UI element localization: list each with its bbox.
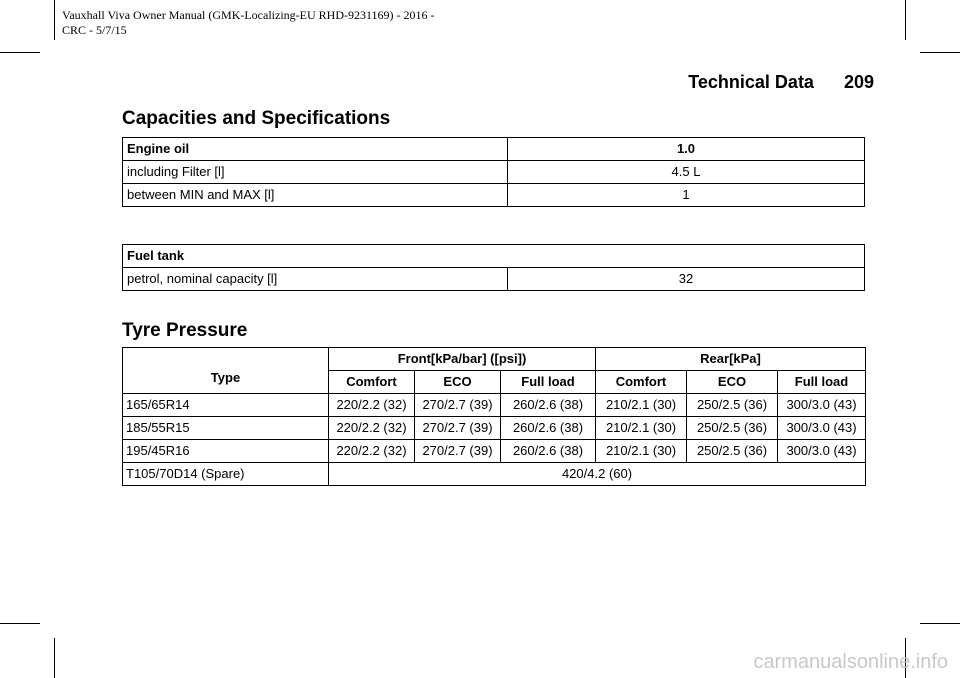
table-header-cell: Fuel tank: [123, 245, 865, 268]
table-cell: 210/2.1 (30): [596, 394, 687, 417]
crop-mark: [0, 623, 40, 624]
page-number: 209: [843, 72, 874, 92]
crop-mark: [0, 52, 40, 53]
table-cell: 300/3.0 (43): [778, 417, 866, 440]
table-row: [123, 463, 866, 486]
table-cell: 4.5 L: [508, 161, 865, 184]
table-row: [123, 184, 865, 207]
table-cell: 260/2.6 (38): [501, 417, 596, 440]
table-header-cell: Type: [123, 348, 329, 394]
table-cell: 250/2.5 (36): [687, 417, 778, 440]
section-name: Technical Data: [688, 72, 814, 92]
table-header-cell: Rear[kPa]: [596, 348, 866, 371]
table-row: [123, 394, 866, 417]
table-cell: 220/2.2 (32): [329, 417, 415, 440]
tyre-pressure-table: [122, 347, 866, 486]
table-header-cell: Front[kPa/bar] ([psi]): [329, 348, 596, 371]
table-cell: 250/2.5 (36): [687, 394, 778, 417]
table-header-cell: ECO: [415, 371, 501, 394]
table-cell: 1: [508, 184, 865, 207]
watermark: carmanualsonline.info: [753, 651, 948, 673]
crop-mark: [54, 0, 55, 40]
table-cell: 270/2.7 (39): [415, 394, 501, 417]
crop-mark: [920, 623, 960, 624]
section-title: Capacities and Specifications: [122, 108, 391, 129]
table-header-cell: Comfort: [596, 371, 687, 394]
table-cell: between MIN and MAX [l]: [123, 184, 508, 207]
document-header-line: CRC - 5/7/15: [62, 23, 127, 37]
table-header-cell: Full load: [501, 371, 596, 394]
document-header-line: Vauxhall Viva Owner Manual (GMK-Localizing-EU RHD-9231169) - 2016 -: [62, 8, 435, 22]
table-cell: 300/3.0 (43): [778, 440, 866, 463]
table-cell: 260/2.6 (38): [501, 394, 596, 417]
table-header-cell: 1.0: [508, 138, 865, 161]
table-header-row: [123, 245, 865, 268]
table-cell: 270/2.7 (39): [415, 417, 501, 440]
table-cell: 220/2.2 (32): [329, 394, 415, 417]
table-row: [123, 161, 865, 184]
table-row: [123, 268, 865, 291]
crop-mark: [920, 52, 960, 53]
table-cell: 32: [508, 268, 865, 291]
table-cell: 270/2.7 (39): [415, 440, 501, 463]
table-header-cell: Full load: [778, 371, 866, 394]
table-header-row: [123, 348, 866, 371]
table-cell: 210/2.1 (30): [596, 440, 687, 463]
fuel-tank-table: [122, 244, 865, 291]
table-cell: 210/2.1 (30): [596, 417, 687, 440]
table-header-cell: ECO: [687, 371, 778, 394]
table-header-cell: Engine oil: [123, 138, 508, 161]
section-title: Tyre Pressure: [122, 320, 248, 341]
table-cell: petrol, nominal capacity [l]: [123, 268, 508, 291]
table-cell: 195/45R16: [123, 440, 329, 463]
table-cell: 300/3.0 (43): [778, 394, 866, 417]
table-header-row: [123, 138, 865, 161]
table-cell: T105/70D14 (Spare): [123, 463, 329, 486]
table-cell: including Filter [l]: [123, 161, 508, 184]
table-cell: 220/2.2 (32): [329, 440, 415, 463]
table-cell: 165/65R14: [123, 394, 329, 417]
table-cell: 250/2.5 (36): [687, 440, 778, 463]
crop-mark: [54, 638, 55, 678]
crop-mark: [905, 0, 906, 40]
table-row: [123, 417, 866, 440]
document-header: [62, 8, 435, 38]
table-cell: 185/55R15: [123, 417, 329, 440]
table-cell: 260/2.6 (38): [501, 440, 596, 463]
table-row: [123, 440, 866, 463]
table-header-cell: Comfort: [329, 371, 415, 394]
table-cell: 420/4.2 (60): [329, 463, 866, 486]
engine-oil-table: [122, 137, 865, 207]
running-head: [688, 72, 874, 93]
